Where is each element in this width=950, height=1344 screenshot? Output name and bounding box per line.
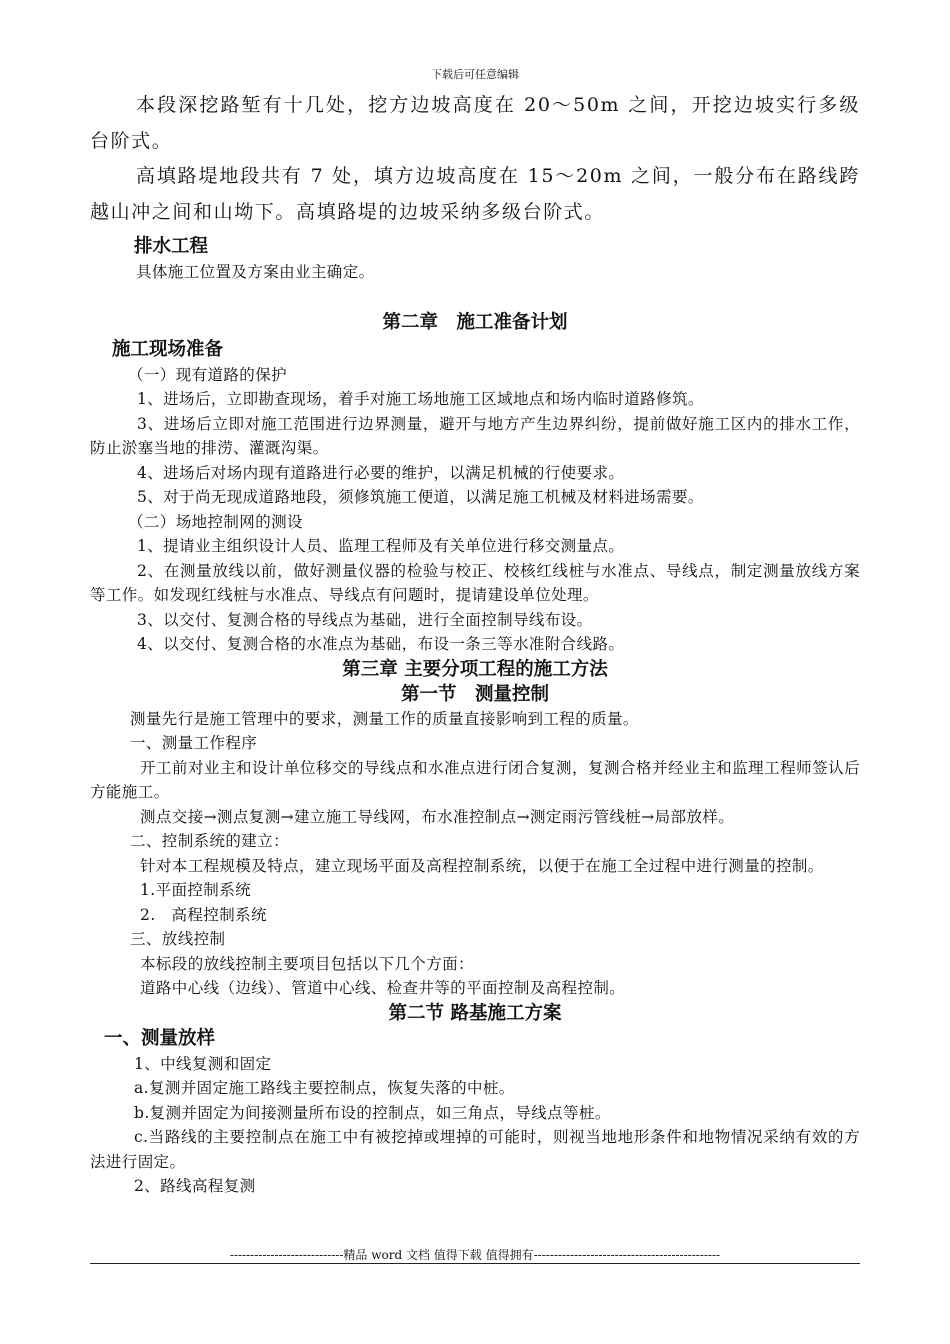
paragraph-survey-procedure: 开工前对业主和设计单位移交的导线点和水准点进行闭合复测，复测合格并经业主和监理工程师签认后方能施工。 [90, 758, 860, 801]
list-item: 4、进场后对场内现有道路进行必要的维护，以满足机械的行使要求。 [137, 463, 625, 482]
document-body [90, 88, 860, 1199]
paragraph-layout-items: 道路中心线（边线）、管道中心线、检查井等的平面控制及高程控制。 [140, 979, 626, 997]
heading-survey-procedure: 一、测量工作程序 [130, 734, 258, 752]
list-item: c.当路线的主要控制点在施工中有被挖掉或埋掉的可能时，则视当地地形条件和地物情况采纳有效的方法进行固定。 [90, 1128, 860, 1171]
paragraph-layout-control: 本标段的放线控制主要项目包括以下几个方面： [140, 954, 474, 973]
paragraph-drainage: 具体施工位置及方案由业主确定。 [136, 263, 375, 281]
list-item: 1、进场后，立即勘查现场，着手对施工场地施工区域地点和场内临时道路修筑。 [137, 390, 704, 408]
paragraph-survey-flow: 测点交接→测点复测→建立施工导线网，布水准控制点→测定雨污管线桩→局部放样。 [140, 807, 735, 826]
list-item: 3、以交付、复测合格的导线点为基础，进行全面控制导线布设。 [137, 610, 593, 629]
subheading-elevation: 2、路线高程复测 [134, 1177, 256, 1195]
page-header: 下载后可任意编辑 [431, 68, 519, 81]
list-item: 2、在测量放线以前，做好测量仪器的检验与校正、校核红线桩与水准点、导线点，制定测量放线方案等工作。如发现红线桩与水准点、导线点有问题时，提请建设单位处理。 [90, 561, 860, 604]
list-item: 4、以交付、复测合格的水准点为基础，布设一条三等水准附合线路。 [137, 635, 625, 653]
section-1-title: 第一节 测量控制 [400, 683, 549, 705]
subheading-control-network: （二）场地控制网的测设 [128, 512, 303, 531]
heading-control-system: 二、控制系统的建立： [130, 832, 290, 850]
list-item: 5、对于尚无现成道路地段，须修筑施工便道，以满足施工机械及材料进场需要。 [137, 488, 704, 506]
paragraph-intro: 测量先行是施工管理中的要求，测量工作的质量直接影响到工程的质量。 [130, 709, 639, 728]
list-item: b.复测并固定为间接测量所布设的控制点，如三角点，导线点等桩。 [134, 1103, 611, 1122]
list-item: 1.平面控制系统 [140, 881, 251, 899]
paragraph-deep-cut: 本段深挖路堑有十几处，挖方边坡高度在 20～50m 之间，开挖边坡实行多级台阶式。 [90, 94, 860, 152]
chapter-3-title: 第三章 主要分项工程的施工方法 [342, 658, 608, 680]
footer-rule [90, 1263, 860, 1264]
heading-layout-control: 三、放线控制 [130, 930, 226, 948]
section-2-title: 第二节 路基施工方案 [388, 1002, 562, 1024]
list-item: 2. 高程控制系统 [140, 905, 267, 924]
heading-survey-staking: 一、测量放样 [104, 1027, 216, 1049]
chapter-2-title: 第二章 施工准备计划 [382, 311, 568, 333]
heading-drainage: 排水工程 [134, 236, 209, 257]
paragraph-high-fill: 高填路堤地段共有 7 处，填方边坡高度在 15～20m 之间，一般分布在路线跨越山冲之间和山坳下。高填路堤的边坡采纳多级台阶式。 [90, 165, 860, 223]
subheading-centerline: 1、中线复测和固定 [134, 1054, 272, 1073]
page-footer: ----------------------------精品 word 文档 值得下载 值得拥有---------------------------------------------- [229, 1248, 721, 1262]
heading-site-preparation: 施工现场准备 [112, 338, 224, 360]
list-item: 3、进场后立即对施工范围进行边界测量，避开与地方产生边界纠纷，提前做好施工区内的排水工作，防止淤塞当地的排涝、灌溉沟渠。 [90, 414, 860, 457]
paragraph-control-system: 针对本工程规模及特点，建立现场平面及高程控制系统，以便于在施工全过程中进行测量的控制。 [140, 856, 824, 875]
list-item: a.复测并固定施工路线主要控制点，恢复失落的中桩。 [134, 1079, 515, 1097]
list-item: 1、提请业主组织设计人员、监理工程师及有关单位进行移交测量点。 [137, 537, 625, 555]
subheading-road-protection: （一）现有道路的保护 [128, 365, 288, 384]
